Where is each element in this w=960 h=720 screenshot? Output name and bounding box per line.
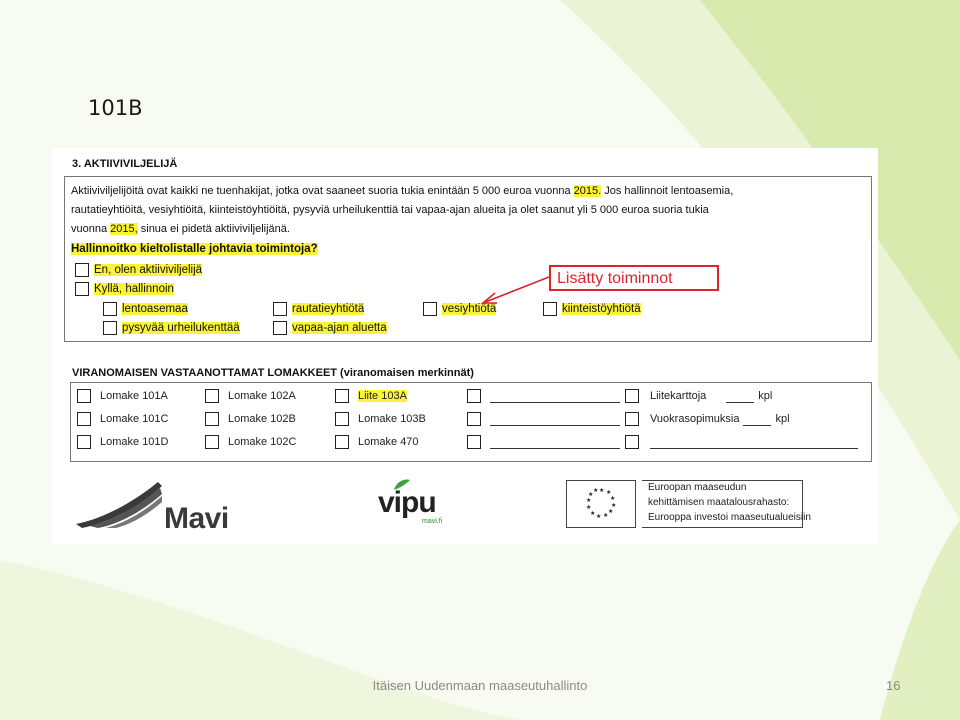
para-text: sinua ei pidetä aktiiviviljelijänä. [137,223,290,235]
slide-title: 101B [88,96,143,120]
forms-heading: VIRANOMAISEN VASTAANOTTAMAT LOMAKKEET (viranomaisen merkinnät) [72,367,474,379]
eu-stars-icon [567,481,635,527]
vipu-logo-subtext: mavi.fi [422,518,443,525]
checkbox[interactable] [273,321,287,335]
eu-text-line: kehittämisen maatalousrahasto: [648,497,790,508]
mavi-logo-text: Mavi [164,502,229,535]
option-label: kiinteistöyhtiötä [562,303,641,315]
para-text: Jos hallinnoit lentoasemia, [601,185,734,197]
eu-fund-text [648,480,811,525]
blank-line [726,390,754,403]
svg-text:★: ★ [593,487,599,494]
form-label: Lomake 102C [228,436,297,448]
checkbox[interactable] [335,412,349,426]
highlighted-year: 2015, [110,223,138,235]
form-blank-1[interactable] [467,389,620,403]
checkbox[interactable] [75,263,89,277]
option-label: pysyvää urheilukenttää [122,322,240,334]
option-yes[interactable] [75,282,174,296]
sub-option-rautatieyhtiota[interactable] [273,302,364,316]
svg-text:★: ★ [608,508,614,515]
svg-text:★: ★ [599,487,605,494]
form-101c[interactable] [77,412,169,426]
svg-text:★: ★ [603,512,609,519]
question-line [71,243,318,255]
blank-line [490,436,620,449]
form-label: Lomake 102B [228,413,296,425]
sub-option-lentoasemaa[interactable] [103,302,188,316]
para-text: vuonna [71,223,111,235]
svg-text:★: ★ [611,502,617,509]
svg-text:★: ★ [586,497,592,504]
callout-arrow-icon [477,271,567,311]
checkbox[interactable] [467,389,481,403]
unit-label: kpl [758,390,773,402]
form-102c[interactable] [205,435,297,449]
svg-text:★: ★ [596,513,602,520]
mavi-logo-icon [76,480,166,528]
checkbox[interactable] [205,412,219,426]
section-heading: 3. AKTIIVIVILJELIJÄ [72,158,178,170]
checkbox[interactable] [103,302,117,316]
form-blank-4[interactable] [625,435,858,449]
svg-text:★: ★ [588,491,594,498]
form-102b[interactable] [205,412,296,426]
slide-footer: Itäisen Uudenmaan maaseutuhallinto [372,678,588,693]
checkbox[interactable] [77,412,91,426]
option-label: rautatieyhtiötä [292,303,365,315]
blank-line [650,436,858,449]
form-label: Liite 103A [358,390,407,402]
callout-added-functions: Lisätty toiminnot [549,265,719,291]
section-aktiiviviljelija [64,176,872,342]
form-label: Lomake 102A [228,390,296,402]
blank-line [743,413,771,426]
form-document [52,148,878,544]
form-label: Lomake 103B [358,413,426,425]
checkbox[interactable] [205,435,219,449]
svg-text:★: ★ [606,489,612,496]
option-no[interactable] [75,263,202,277]
vipu-logo-text: vipu [378,486,436,519]
checkbox[interactable] [625,435,639,449]
form-101a[interactable] [77,389,168,403]
page-number: 16 [886,678,901,693]
option-label: vesiyhtiötä [442,303,497,315]
checkbox[interactable] [273,302,287,316]
checkbox[interactable] [467,412,481,426]
checkbox[interactable] [77,435,91,449]
form-103a[interactable] [335,389,407,403]
section-paragraph [71,182,861,239]
checkbox[interactable] [625,389,639,403]
eu-text-line: Eurooppa investoi maaseutualueisiin [648,512,811,523]
blank-line [490,413,620,426]
checkbox[interactable] [335,389,349,403]
vipu-leaf-icon [392,478,412,492]
unit-label: kpl [775,413,790,425]
blank-line [490,390,620,403]
option-label: Kyllä, hallinnoin [94,283,174,295]
checkbox[interactable] [103,321,117,335]
form-label: Lomake 470 [358,436,419,448]
form-102a[interactable] [205,389,296,403]
option-label: vapaa-ajan aluetta [292,322,387,334]
option-label: En, olen aktiiviviljelijä [94,264,203,276]
question-text: Hallinnoitko kieltolistalle johtavia toimintoja? [71,243,318,255]
form-blank-2[interactable] [467,412,620,426]
forms-grid [70,382,872,462]
eu-flag-icon [566,480,636,528]
eu-text-line: Euroopan maaseudun [648,482,747,493]
form-label: Liitekarttoja [650,390,707,402]
checkbox[interactable] [467,435,481,449]
form-101d[interactable] [77,435,169,449]
svg-text:★: ★ [610,495,616,502]
sub-option-urheilukentta[interactable] [103,321,240,335]
checkbox[interactable] [77,389,91,403]
checkbox[interactable] [75,282,89,296]
form-103b[interactable] [335,412,426,426]
form-blank-3[interactable] [467,435,620,449]
highlighted-year: 2015. [573,185,602,197]
option-label: lentoasemaa [122,303,188,315]
form-470[interactable] [335,435,419,449]
logo-strip [52,470,878,544]
form-label: Vuokrasopimuksia [650,413,740,425]
sub-option-vapaa-ajan[interactable] [273,321,387,335]
checkbox[interactable] [335,435,349,449]
liitekarttoja[interactable] [625,389,772,403]
vuokrasopimuksia[interactable] [625,412,790,426]
form-label: Lomake 101C [100,413,169,425]
para-text: Aktiiviviljelijöitä ovat kaikki ne tuenhakijat, jotka ovat saaneet suoria tukia enintään 5 000 euroa vuonna [71,185,574,197]
form-label: Lomake 101A [100,390,168,402]
svg-text:★: ★ [586,504,592,511]
para-text: rautatieyhtiöitä, vesiyhtiöitä, kiinteistöyhtiöitä, pysyviä urheilukenttiä tai vapaa-ajan alueita ja olet saanut yli 5 000 euroa suoria tukia [71,204,709,216]
svg-text:★: ★ [590,510,596,517]
checkbox[interactable] [423,302,437,316]
checkbox[interactable] [205,389,219,403]
checkbox[interactable] [625,412,639,426]
form-label: Lomake 101D [100,436,169,448]
